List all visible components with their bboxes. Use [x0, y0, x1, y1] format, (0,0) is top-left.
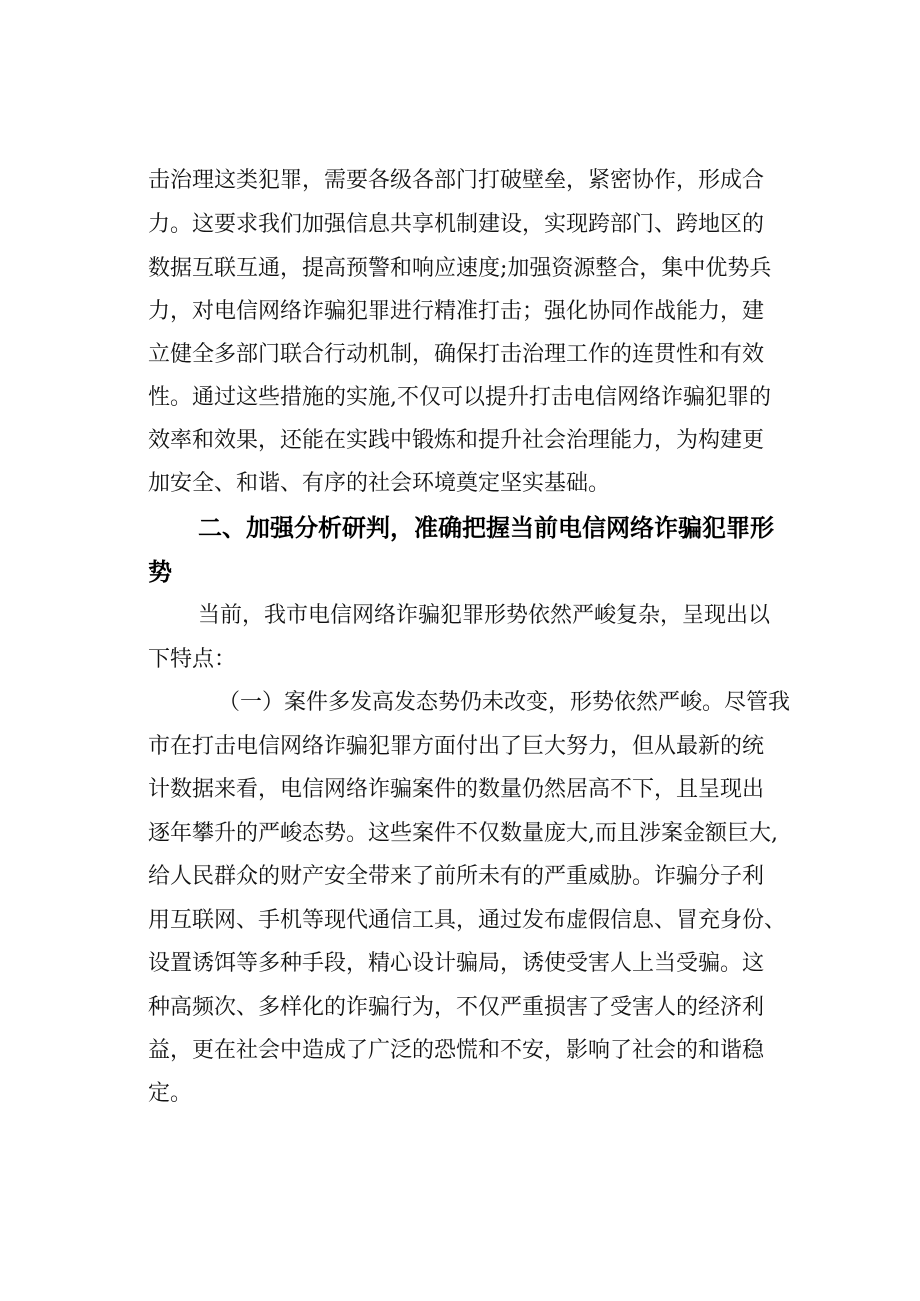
paragraph-line: 下特点： — [148, 647, 237, 672]
paragraph-line: 立健全多部门联合行动机制，确保打击治理工作的连贯性和有效 — [148, 342, 765, 367]
paragraph-line: 力，对电信网络诈骗犯罪进行精准打击；强化协同作战能力，建 — [148, 299, 765, 324]
paragraph-line: 用互联网、手机等现代通信工具，通过发布虚假信息、冒充身份、 — [148, 908, 787, 933]
paragraph-line: 计数据来看，电信网络诈骗案件的数量仍然居高不下，且呈现出 — [148, 777, 765, 802]
paragraph-line: 定。 — [148, 1081, 193, 1106]
section-heading: 二、加强分析研判，准确把握当前电信网络诈骗犯罪形 — [198, 514, 774, 542]
paragraph-line: 市在打击电信网络诈骗犯罪方面付出了巨大努力，但从最新的统 — [148, 734, 765, 759]
paragraph-line: 给人民群众的财产安全带来了前所未有的严重威胁。诈骗分子利 — [148, 864, 765, 889]
section-heading: 势 — [148, 558, 172, 586]
paragraph-line: （一）案件多发高发态势仍未改变，形势依然严峻。尽管我 — [218, 690, 791, 715]
paragraph-line: 种高频次、多样化的诈骗行为，不仅严重损害了受害人的经济利 — [148, 995, 765, 1020]
paragraph-line: 设置诱饵等多种手段，精心设计骗局，诱使受害人上当受骗。这 — [148, 951, 765, 976]
paragraph-line: 当前，我市电信网络诈骗犯罪形势依然严峻复杂，呈现出以 — [198, 603, 771, 628]
paragraph-line: 逐年攀升的严峻态势。这些案件不仅数量庞大,而且涉案金额巨大, — [148, 821, 778, 846]
paragraph-line: 加安全、和谐、有序的社会环境奠定坚实基础。 — [148, 471, 611, 496]
paragraph-line: 数据互联互通，提高预警和响应速度;加强资源整合，集中优势兵 — [148, 256, 772, 281]
paragraph-line: 效率和效果，还能在实践中锻炼和提升社会治理能力，为构建更 — [148, 428, 765, 453]
paragraph-line: 击治理这类犯罪，需要各级各部门打破壁垒，紧密协作，形成合 — [148, 168, 765, 193]
paragraph-line: 益，更在社会中造成了广泛的恐慌和不安，影响了社会的和谐稳 — [148, 1038, 765, 1063]
paragraph-line: 力。这要求我们加强信息共享机制建设，实现跨部门、跨地区的 — [148, 212, 765, 237]
paragraph-line: 性。通过这些措施的实施,不仅可以提升打击电信网络诈骗犯罪的 — [148, 385, 771, 410]
